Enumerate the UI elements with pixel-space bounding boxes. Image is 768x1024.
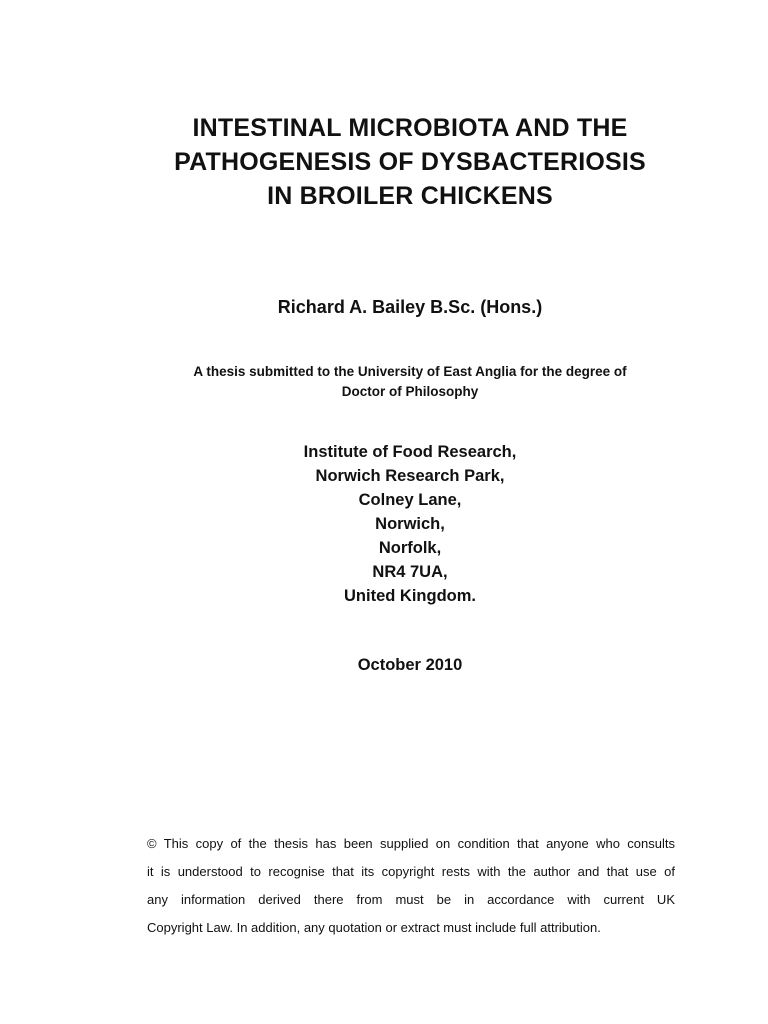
copyright-line: any information derived there from must be in accordance with current UK bbox=[147, 892, 675, 907]
submission-date: October 2010 bbox=[357, 656, 463, 674]
institution-address bbox=[0, 440, 768, 608]
thesis-title bbox=[0, 111, 768, 213]
address-line: Colney Lane, bbox=[358, 491, 462, 509]
address-line: Norwich Research Park, bbox=[315, 467, 505, 485]
address-line: Institute of Food Research, bbox=[303, 443, 517, 461]
thesis-title-line: IN BROILER CHICKENS bbox=[267, 182, 553, 210]
thesis-title-line: PATHOGENESIS OF DYSBACTERIOSIS bbox=[174, 148, 646, 176]
submission-line: Doctor of Philosophy bbox=[341, 384, 479, 399]
address-line: United Kingdom. bbox=[344, 587, 476, 605]
address-line: Norwich, bbox=[375, 515, 445, 533]
address-line: NR4 7UA, bbox=[372, 563, 448, 581]
copyright-line: © This copy of the thesis has been supplied on condition that anyone who consults bbox=[147, 836, 675, 851]
submission-statement bbox=[0, 362, 768, 402]
copyright-notice bbox=[147, 830, 675, 942]
author-name: Richard A. Bailey B.Sc. (Hons.) bbox=[277, 297, 543, 317]
thesis-title-line: INTESTINAL MICROBIOTA AND THE bbox=[192, 114, 628, 142]
submission-line: A thesis submitted to the University of East Anglia for the degree of bbox=[193, 364, 627, 379]
copyright-line: it is understood to recognise that its copyright rests with the author and that use of bbox=[147, 864, 675, 879]
address-line: Norfolk, bbox=[378, 539, 442, 557]
copyright-line: Copyright Law. In addition, any quotation or extract must include full attribution. bbox=[147, 920, 601, 935]
